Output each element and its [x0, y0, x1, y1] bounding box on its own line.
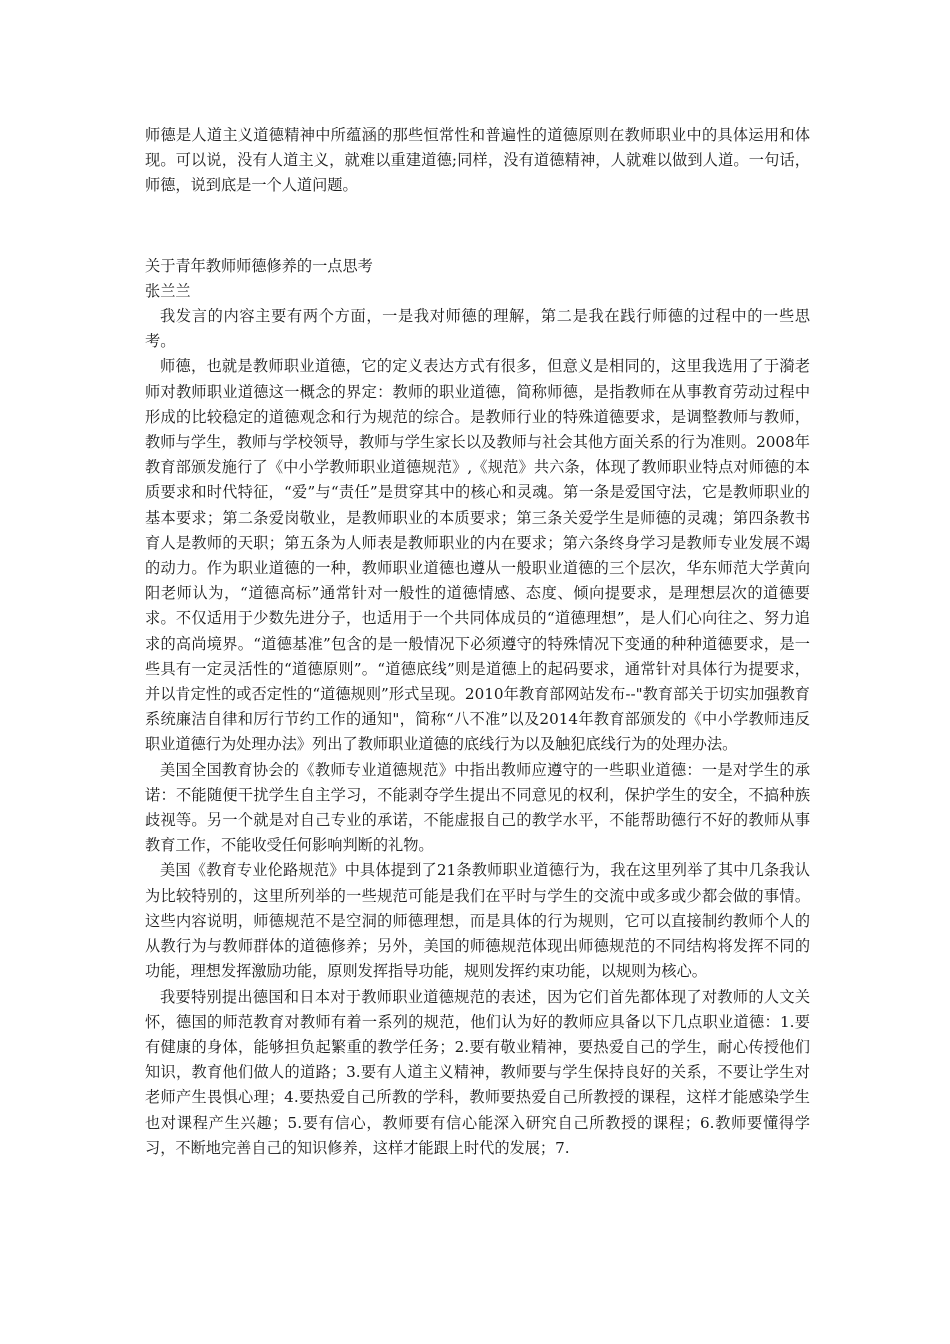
body-paragraph: 师德，也就是教师职业道德，它的定义表达方式有很多，但意义是相同的，这里我选用了于漪老师对教师职业道德这一概念的界定：教师的职业道德，简称师德，是指教师在从事教育劳动过程中形成的比较稳定的道德观念和行为规范的综合。是教师行业的特殊道德要求，是调整教师与教师，教师与学生，教师与学校领导，教师与学生家长以及教师与社会其他方面关系的行为准则。2008年教育部颁发施行了《中小学教师职业道德规范》,《规范》共六条，体现了教师职业特点对师德的本质要求和时代特征，“爱”与“责任”是贯穿其中的核心和灵魂。第一条是爱国守法，它是教师职业的基本要求；第二条爱岗敬业，是教师职业的本质要求；第三条关爱学生是师德的灵魂；第四条教书育人是教师的天职；第五条为人师表是教师职业的内在要求；第六条终身学习是教师专业发展不竭的动力。作为职业道德的一种，教师职业道德也遵从一般职业道德的三个层次，华东师范大学黄向阳老师认为，“道德高标”通常针对一般性的道德情感、态度、倾向提要求，是理想层次的道德要求。不仅适用于少数先进分子，也适用于一个共同体成员的“道德理想”，是人们心向往之、努力追求的高尚境界。“道德基准”包含的是一般情况下必须遵守的特殊情况下变通的种种道德要求，是一些具有一定灵活性的“道德原则”。“道德底线”则是道德上的起码要求，通常针对具体行为提要求，并以肯定性的或否定性的“道德规则”形式呈现。2010年教育部网站发布--"教育部关于切实加强教育系统廉洁自律和厉行节约工作的通知"，简称“八不准”以及2014年教育部颁发的《中小学教师违反职业道德行为处理办法》列出了教师职业道德的底线行为以及触犯底线行为的处理办法。 [145, 357, 810, 754]
article-author: 张兰兰 [145, 281, 191, 300]
document-page [145, 123, 810, 1161]
section-gap [145, 199, 810, 254]
article-title: 关于青年教师师德修养的一点思考 [145, 256, 373, 275]
body-paragraph: 我发言的内容主要有两个方面，一是我对师德的理解，第二是我在践行师德的过程中的一些思考。 [145, 307, 810, 351]
intro-paragraph: 师德是人道主义道德精神中所蕴涵的那些恒常性和普遍性的道德原则在教师职业中的具体运用和体现。可以说，没有人道主义，就难以重建道德;同样，没有道德精神，人就难以做到人道。一句话，师德，说到底是一个人道问题。 [145, 126, 810, 195]
body-paragraph: 美国全国教育协会的《教师专业道德规范》中指出教师应遵守的一些职业道德：一是对学生的承诺：不能随便干扰学生自主学习，不能剥夺学生提出不同意见的权利，保护学生的安全，不搞种族歧视等。另一个就是对自己专业的承诺，不能虚报自己的教学水平，不能帮助德行不好的教师从事教育工作，不能收受任何影响判断的礼物。 [145, 760, 810, 855]
body-paragraph: 我要特别提出德国和日本对于教师职业道德规范的表述，因为它们首先都体现了对教师的人文关怀，德国的师范教育对教师有着一系列的规范，他们认为好的教师应具备以下几点职业道德：1.要有健康的身体，能够担负起繁重的教学任务；2.要有敬业精神，要热爱自己的学生，耐心传授他们知识，教育他们做人的道路；3.要有人道主义精神，教师要与学生保持良好的关系，不要让学生对老师产生畏惧心理；4.要热爱自己所教的学科，教师要热爱自己所教授的课程，这样才能感染学生也对课程产生兴趣；5.要有信心，教师要有信心能深入研究自己所教授的课程；6.教师要懂得学习，不断地完善自己的知识修养，这样才能跟上时代的发展；7. [145, 987, 810, 1157]
body-paragraph: 美国《教育专业伦路规范》中具体提到了21条教师职业道德行为，我在这里列举了其中几条我认为比较特别的，这里所列举的一些规范可能是我们在平时与学生的交流中或多或少都会做的事情。这些内容说明，师德规范不是空洞的师德理想，而是具体的行为规则，它可以直接制约教师个人的从教行为与教师群体的道德修养；另外，美国的师德规范体现出师德规范的不同结构将发挥不同的功能，理想发挥激励功能，原则发挥指导功能，规则发挥约束功能，以规则为核心。 [145, 861, 810, 981]
